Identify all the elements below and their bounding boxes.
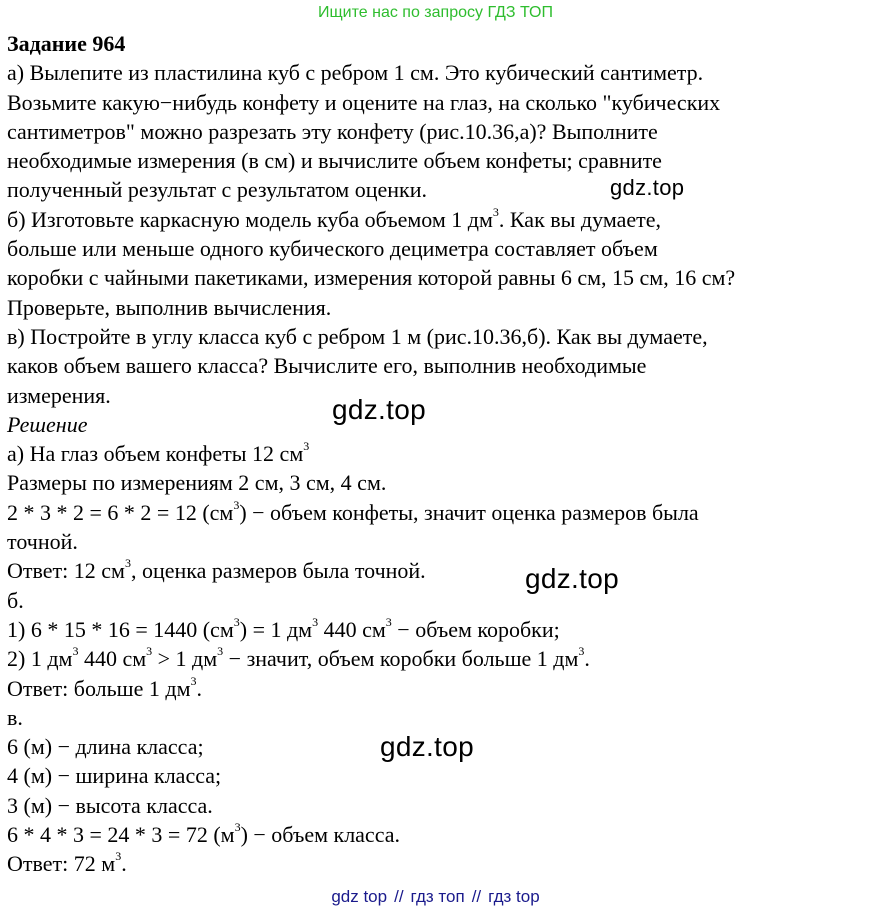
task-title: Задание 964: [7, 31, 126, 56]
answer-line: [7, 556, 867, 585]
search-banner: Ищите нас по запросу ГДЗ ТОП: [318, 4, 553, 21]
footer-links: [0, 887, 871, 907]
superscript: 3: [233, 497, 240, 512]
task-text-line: больше или меньше одного кубического дециметра составляет объем: [7, 236, 658, 262]
task-text-line: в) Постройте в углу класса куб с ребром 1 м (рис.10.36,б). Как вы думаете,: [7, 323, 708, 349]
solution-line: [7, 644, 867, 673]
text: .: [196, 675, 202, 701]
superscript: 3: [146, 644, 153, 659]
superscript: 3: [115, 849, 122, 864]
task-text-line: измерения.: [7, 382, 111, 408]
superscript: 3: [124, 556, 131, 571]
text: Ответ: 12 см: [7, 558, 125, 584]
task-text-line: коробки с чайными пакетиками, измерения которой равны 6 см, 15 см, 16 см?: [7, 265, 736, 291]
footer-separator: //: [394, 887, 404, 906]
superscript: 3: [72, 644, 79, 659]
text: а) На глаз объем конфеты 12 см: [7, 441, 304, 467]
text: 2) 1 дм: [7, 646, 73, 672]
task-text-line: Проверьте, выполнив вычисления.: [7, 294, 332, 320]
superscript: 3: [385, 614, 392, 629]
text: , оценка размеров была точной.: [130, 558, 426, 584]
text: > 1 дм: [152, 646, 218, 672]
text: ) − объем класса.: [240, 822, 400, 848]
superscript: 3: [190, 673, 197, 688]
task-text-line: сантиметров" можно разрезать эту конфету (рис.10.36,а)? Выполните: [7, 118, 658, 144]
footer-separator: //: [471, 887, 482, 906]
text: 6 * 4 * 3 = 24 * 3 = 72 (м: [7, 822, 235, 848]
watermark: gdz.top: [525, 563, 619, 594]
text: 440 см: [318, 616, 386, 642]
task-text-line: [7, 205, 867, 234]
solution-line: [7, 615, 867, 644]
task-text-line: полученный результат с результатом оценки.: [7, 177, 427, 203]
section-label: в.: [7, 704, 23, 730]
text: 440 см: [78, 646, 147, 672]
task-text-line: каков объем вашего класса? Вычислите его, выполнив необходимые: [7, 353, 647, 379]
text: Ответ: больше 1 дм: [7, 675, 191, 701]
superscript: 3: [234, 820, 241, 835]
footer-link[interactable]: gdz top: [331, 887, 388, 906]
solution-line: точной.: [7, 529, 78, 555]
solution-line: 6 (м) − длина класса;: [7, 734, 204, 760]
text: 1) 6 * 15 * 16 = 1440 (см: [7, 616, 234, 642]
task-text-line: Возьмите какую−нибудь конфету и оцените на глаз, на сколько "кубических: [7, 89, 721, 115]
solution-line: [7, 439, 867, 468]
superscript: 3: [312, 614, 319, 629]
task-text-line: а) Вылепите из пластилина куб с ребром 1 см. Это кубический сантиметр.: [7, 60, 704, 86]
watermark: gdz.top: [610, 175, 685, 200]
task-text-line: необходимые измерения (в см) и вычислите объем конфеты; сравните: [7, 148, 662, 174]
solution-heading: Решение: [7, 411, 88, 437]
superscript: 3: [492, 204, 499, 219]
superscript: 3: [578, 644, 585, 659]
text: . Как вы думаете,: [498, 206, 662, 232]
solution-line: Размеры по измерениям 2 см, 3 см, 4 см.: [7, 470, 387, 496]
solution-line: 3 (м) − высота класса.: [7, 792, 213, 818]
superscript: 3: [217, 644, 224, 659]
text: .: [584, 646, 590, 672]
text: б) Изготовьте каркасную модель куба объемом 1 дм: [7, 206, 493, 232]
text: .: [121, 851, 127, 877]
solution-line: [7, 820, 867, 849]
answer-line: [7, 674, 867, 703]
footer-link[interactable]: гдз топ: [410, 887, 465, 906]
text: − значит, объем коробки больше 1 дм: [223, 646, 579, 672]
superscript: 3: [233, 614, 240, 629]
text: ) − объем конфеты, значит оценка размеров была: [239, 499, 699, 525]
text: Ответ: 72 м: [7, 851, 116, 877]
solution-line: [7, 498, 867, 527]
watermark: gdz.top: [380, 731, 474, 762]
superscript: 3: [303, 439, 310, 454]
section-label: б.: [7, 587, 24, 613]
watermark: gdz.top: [332, 394, 426, 425]
text: ) = 1 дм: [239, 616, 313, 642]
text: 2 * 3 * 2 = 6 * 2 = 12 (см: [7, 499, 234, 525]
solution-line: 4 (м) − ширина класса;: [7, 763, 222, 789]
answer-line: [7, 849, 867, 878]
text: − объем коробки;: [391, 616, 560, 642]
footer-link[interactable]: гдз top: [488, 887, 540, 906]
